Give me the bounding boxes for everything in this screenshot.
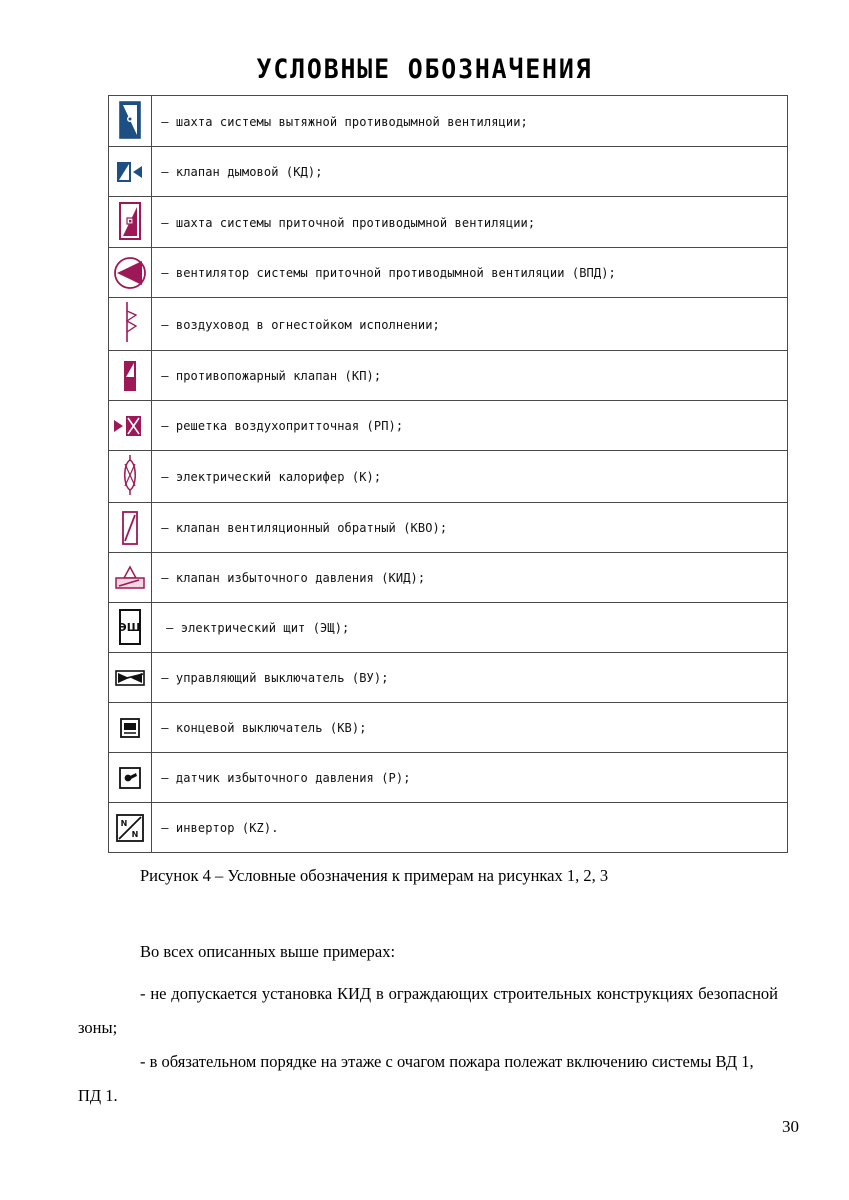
table-row <box>109 248 788 298</box>
control-switch-icon <box>110 656 150 700</box>
legend-symbol-cell <box>109 653 152 703</box>
legend-description: – управляющий выключатель (ВУ); <box>152 653 769 703</box>
legend-description: – решетка воздухопритточная (РП); <box>152 401 769 451</box>
table-row <box>109 603 788 653</box>
pressure-relief-valve-icon <box>110 556 150 600</box>
table-row <box>109 147 788 197</box>
supply-air-grille-icon <box>110 404 150 448</box>
supply-smoke-shaft-icon <box>110 199 150 243</box>
table-row <box>109 451 788 503</box>
legend-description: – шахта системы вытяжной противодымной вентиляции; <box>152 96 769 147</box>
legend-table <box>108 95 788 853</box>
body-paragraph-lead: Во всех описанных выше примерах: <box>140 942 396 961</box>
legend-symbol-cell <box>109 503 152 553</box>
fire-damper-icon <box>110 354 150 398</box>
pressure-sensor-icon <box>110 756 150 800</box>
legend-symbol-cell <box>109 197 152 248</box>
inverter-icon <box>110 806 150 850</box>
legend-symbol-cell <box>109 753 152 803</box>
svg-text:ЭЩ: ЭЩ <box>118 621 142 634</box>
body-paragraph-item-1: - не допускается установка КИД в ограждающих строительных конструкциях безопасной зоны; <box>78 984 778 1037</box>
legend-symbol-cell <box>109 96 152 147</box>
page-title: УСЛОВНЫЕ ОБОЗНАЧЕНИЯ <box>256 54 593 85</box>
legend-description: – электрический щит (ЭЩ); <box>152 603 769 653</box>
legend-symbol-cell <box>109 803 152 853</box>
smoke-exhaust-shaft-icon <box>110 98 150 142</box>
figure-caption: Рисунок 4 – Условные обозначения к примерам на рисунках 1, 2, 3 <box>140 866 609 885</box>
table-row <box>109 503 788 553</box>
legend-description: – клапан вентиляционный обратный (КВО); <box>152 503 769 553</box>
legend-symbol-cell <box>109 553 152 603</box>
legend-description: – инвертор (KZ). <box>152 803 769 853</box>
legend-symbol-cell <box>109 451 152 503</box>
table-row <box>109 96 788 147</box>
body-paragraph-item-2: - в обязательном порядке на этаже с очагом пожара полежат включению системы ВД 1, ПД 1. <box>78 1052 754 1105</box>
electrical-panel-icon <box>110 605 150 649</box>
legend-symbol-cell <box>109 603 152 653</box>
legend-symbol-cell <box>109 147 152 197</box>
legend-description: – вентилятор системы приточной противодымной вентиляции (ВПД); <box>152 248 769 298</box>
body-text <box>78 935 778 1113</box>
legend-symbol-cell <box>109 401 152 451</box>
legend-description: – электрический калорифер (К); <box>152 451 769 503</box>
legend-symbol-cell <box>109 298 152 351</box>
legend-description: – шахта системы приточной противодымной вентиляции; <box>152 197 769 248</box>
limit-switch-icon <box>110 706 150 750</box>
svg-text:N: N <box>131 829 139 839</box>
legend-symbol-cell <box>109 351 152 401</box>
table-row <box>109 197 788 248</box>
svg-text:N: N <box>120 818 128 828</box>
fireproof-duct-icon <box>110 300 150 344</box>
legend-description: – воздуховод в огнестойком исполнении; <box>152 298 769 351</box>
legend-symbol-cell <box>109 703 152 753</box>
table-row <box>109 653 788 703</box>
legend-description: – концевой выключатель (КВ); <box>152 703 769 753</box>
table-row <box>109 401 788 451</box>
smoke-damper-icon <box>110 150 150 194</box>
legend-description: – противопожарный клапан (КП); <box>152 351 769 401</box>
table-row <box>109 351 788 401</box>
supply-fan-icon <box>110 251 150 295</box>
check-valve-icon <box>110 506 150 550</box>
electric-heater-icon <box>110 453 150 497</box>
legend-description: – клапан дымовой (КД); <box>152 147 769 197</box>
legend-description: – клапан избыточного давления (КИД); <box>152 553 769 603</box>
table-row <box>109 298 788 351</box>
table-row <box>109 703 788 753</box>
legend-symbol-cell <box>109 248 152 298</box>
legend-description: – датчик избыточного давления (Р); <box>152 753 769 803</box>
table-row <box>109 803 788 853</box>
table-row <box>109 753 788 803</box>
table-row <box>109 553 788 603</box>
page-number: 30 <box>782 1117 799 1136</box>
